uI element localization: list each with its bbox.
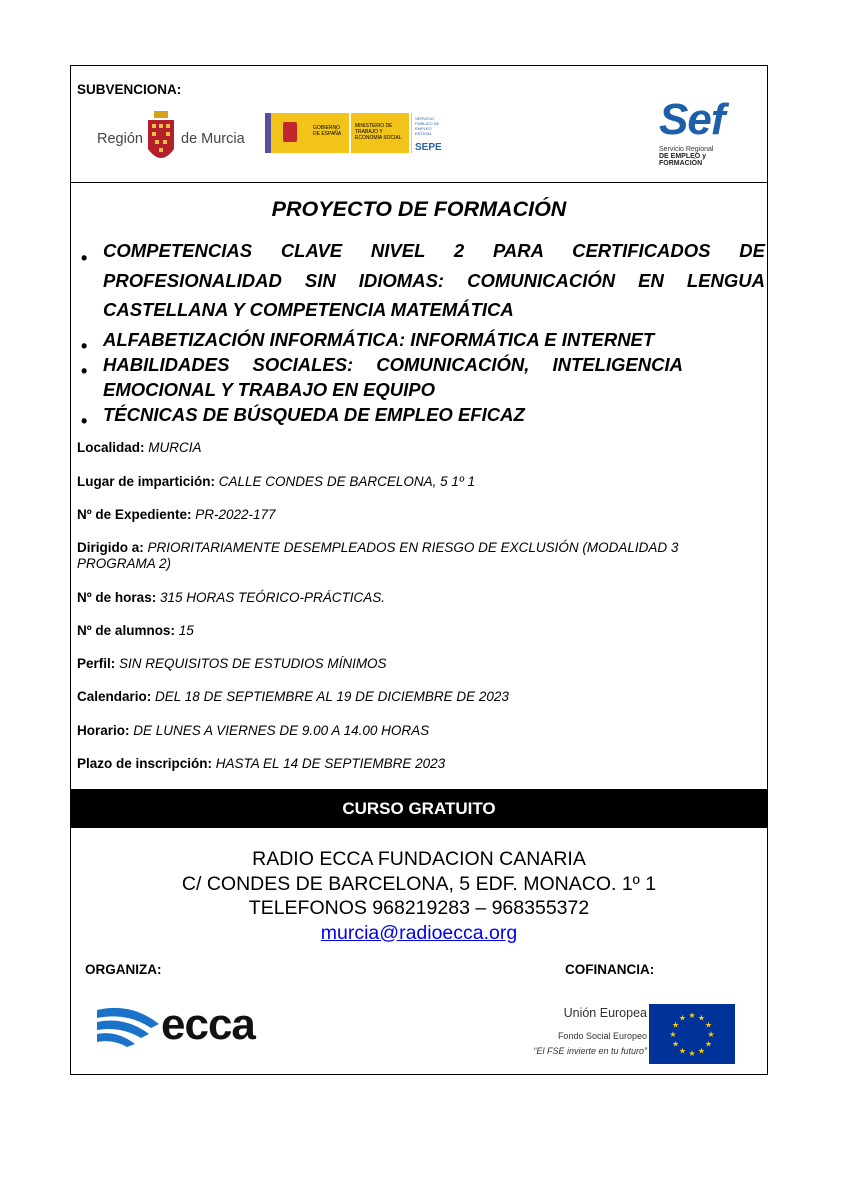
region-murcia-logo [97,109,245,171]
page-title: PROYECTO DE FORMACIÓN [271,197,567,221]
sepe-small-text: SERVICIO PÚBLICO DE EMPLEO ESTATAL [415,116,440,136]
sepe-box [411,113,451,153]
sepe-word: SEPE [415,142,442,153]
topic-item [79,236,765,325]
sef-line1: Servicio Regional [659,146,714,153]
field-value: PRIORITARIAMENTE DESEMPLEADOS EN RIESGO DE EXCLUSIÓN (MODALIDAD 3 PROGRAMA 2) [77,540,679,571]
gob-text-box: GOBIERNO DE ESPAÑA [309,113,349,153]
eu-star-icon: ★ [707,1030,715,1039]
field-localidad [77,440,757,456]
eu-title: Unión Europea [563,1006,647,1020]
spain-shield-icon [283,122,297,142]
field-label: Localidad: [77,440,145,455]
eu-star-icon: ★ [697,1046,706,1056]
field-label: Dirigido a: [77,540,144,555]
field-label: Lugar de impartición: [77,474,216,489]
sef-logo [659,95,749,168]
field-label: Nº de alumnos: [77,623,175,638]
document-frame [70,65,768,1075]
bullet-icon: • [81,360,88,381]
topic-item [79,402,765,431]
eu-star-icon: ★ [671,1020,680,1030]
bullet-icon: • [81,335,88,356]
eu-star-icon: ★ [671,1039,680,1049]
free-course-banner: CURSO GRATUITO [71,789,767,828]
eu-flag-icon [649,1004,735,1064]
eu-star-icon: ★ [697,1013,706,1023]
field-label: Nº de horas: [77,590,157,605]
organizer-phones: TELEFONOS 968219283 – 968355372 [248,897,590,919]
eu-motto: “El FSE invierte en tu futuro” [533,1046,647,1056]
ecca-waves-icon [95,1002,161,1048]
organizer-contact [71,847,767,945]
topic-text: COMPETENCIAS CLAVE NIVEL 2 PARA CERTIFICADOS DE PROFESIONALIDAD SIN IDIOMAS: COMUNICACIÓN EN LENGUA CASTELLANA Y COMPETENCIA MATEMÁTICA [103,240,765,320]
ecca-logo [95,996,265,1058]
header-divider [71,182,767,183]
eu-star-icon: ★ [688,1011,696,1020]
field-value: 315 HORAS TEÓRICO-PRÁCTICAS. [159,590,386,605]
field-value: CALLE CONDES DE BARCELONA, 5 1º 1 [218,474,476,489]
organiza-label: ORGANIZA: [85,962,162,977]
murcia-coat-of-arms-icon [145,109,177,169]
eu-star-icon: ★ [678,1046,687,1056]
field-value: MURCIA [148,440,202,455]
eu-fund: Fondo Social Europeo [557,1031,647,1041]
gob-flag-yellow [271,113,309,153]
bullet-icon: • [81,410,88,431]
field-value: SIN REQUISITOS DE ESTUDIOS MÍNIMOS [119,656,387,671]
organizer-address: C/ CONDES DE BARCELONA, 5 EDF. MONACO. 1º 1 [181,872,657,895]
logo-murcia-left-text: Región [97,131,143,147]
field-value: HASTA EL 14 DE SEPTIEMBRE 2023 [215,756,446,771]
cofinancia-label: COFINANCIA: [565,962,655,977]
topics-list [79,236,765,431]
eu-star-icon: ★ [704,1039,713,1049]
field-calendario [77,689,757,705]
field-plazo [77,756,757,772]
field-label: Nº de Expediente: [77,507,192,522]
field-perfil [77,656,757,672]
topic-text: ALFABETIZACIÓN INFORMÁTICA: INFORMÁTICA E INTERNET [103,328,655,350]
topic-item [79,352,683,402]
field-horario [77,723,757,739]
topic-text: HABILIDADES SOCIALES: COMUNICACIÓN, INTELIGENCIA EMOCIONAL Y TRABAJO EN EQUIPO [103,353,683,400]
field-value: DEL 18 DE SEPTIEMBRE AL 19 DE DICIEMBRE DE 2023 [155,689,509,704]
logo-murcia-right-text: de Murcia [181,131,245,147]
organizer-email-link[interactable]: murcia@radioecca.org [320,921,518,944]
eu-star-icon: ★ [678,1013,687,1023]
field-expediente [77,507,757,523]
field-label: Calendario: [77,689,152,704]
sef-line2: DE EMPLEO y FORMACIÓN [659,153,707,167]
eu-star-icon: ★ [669,1030,677,1039]
field-value: PR-2022-177 [195,507,276,522]
eu-logo [473,1004,739,1066]
topic-text: TÉCNICAS DE BÚSQUEDA DE EMPLEO EFICAZ [103,403,525,425]
sef-word: Sef [659,95,725,144]
field-label: Plazo de inscripción: [77,756,213,771]
field-lugar [77,474,757,490]
field-value: DE LUNES A VIERNES DE 9.00 A 14.00 HORAS [133,723,430,738]
field-label: Perfil: [77,656,116,671]
eu-star-icon: ★ [688,1049,696,1058]
eu-star-icon: ★ [704,1020,713,1030]
gobierno-sepe-logo [265,113,451,153]
field-horas [77,590,757,606]
ministerio-text-box: MINISTERIO DE TRABAJO Y ECONOMÍA SOCIAL [351,113,409,153]
field-alumnos [77,623,757,639]
field-value: 15 [178,623,194,638]
bullet-icon: • [81,248,88,268]
field-dirigido [77,540,757,572]
organizer-name: RADIO ECCA FUNDACION CANARIA [252,848,586,870]
ecca-word: ecca [161,1000,255,1049]
subvenciona-label: SUBVENCIONA: [77,82,182,97]
topic-item [79,327,765,356]
field-label: Horario: [77,723,130,738]
